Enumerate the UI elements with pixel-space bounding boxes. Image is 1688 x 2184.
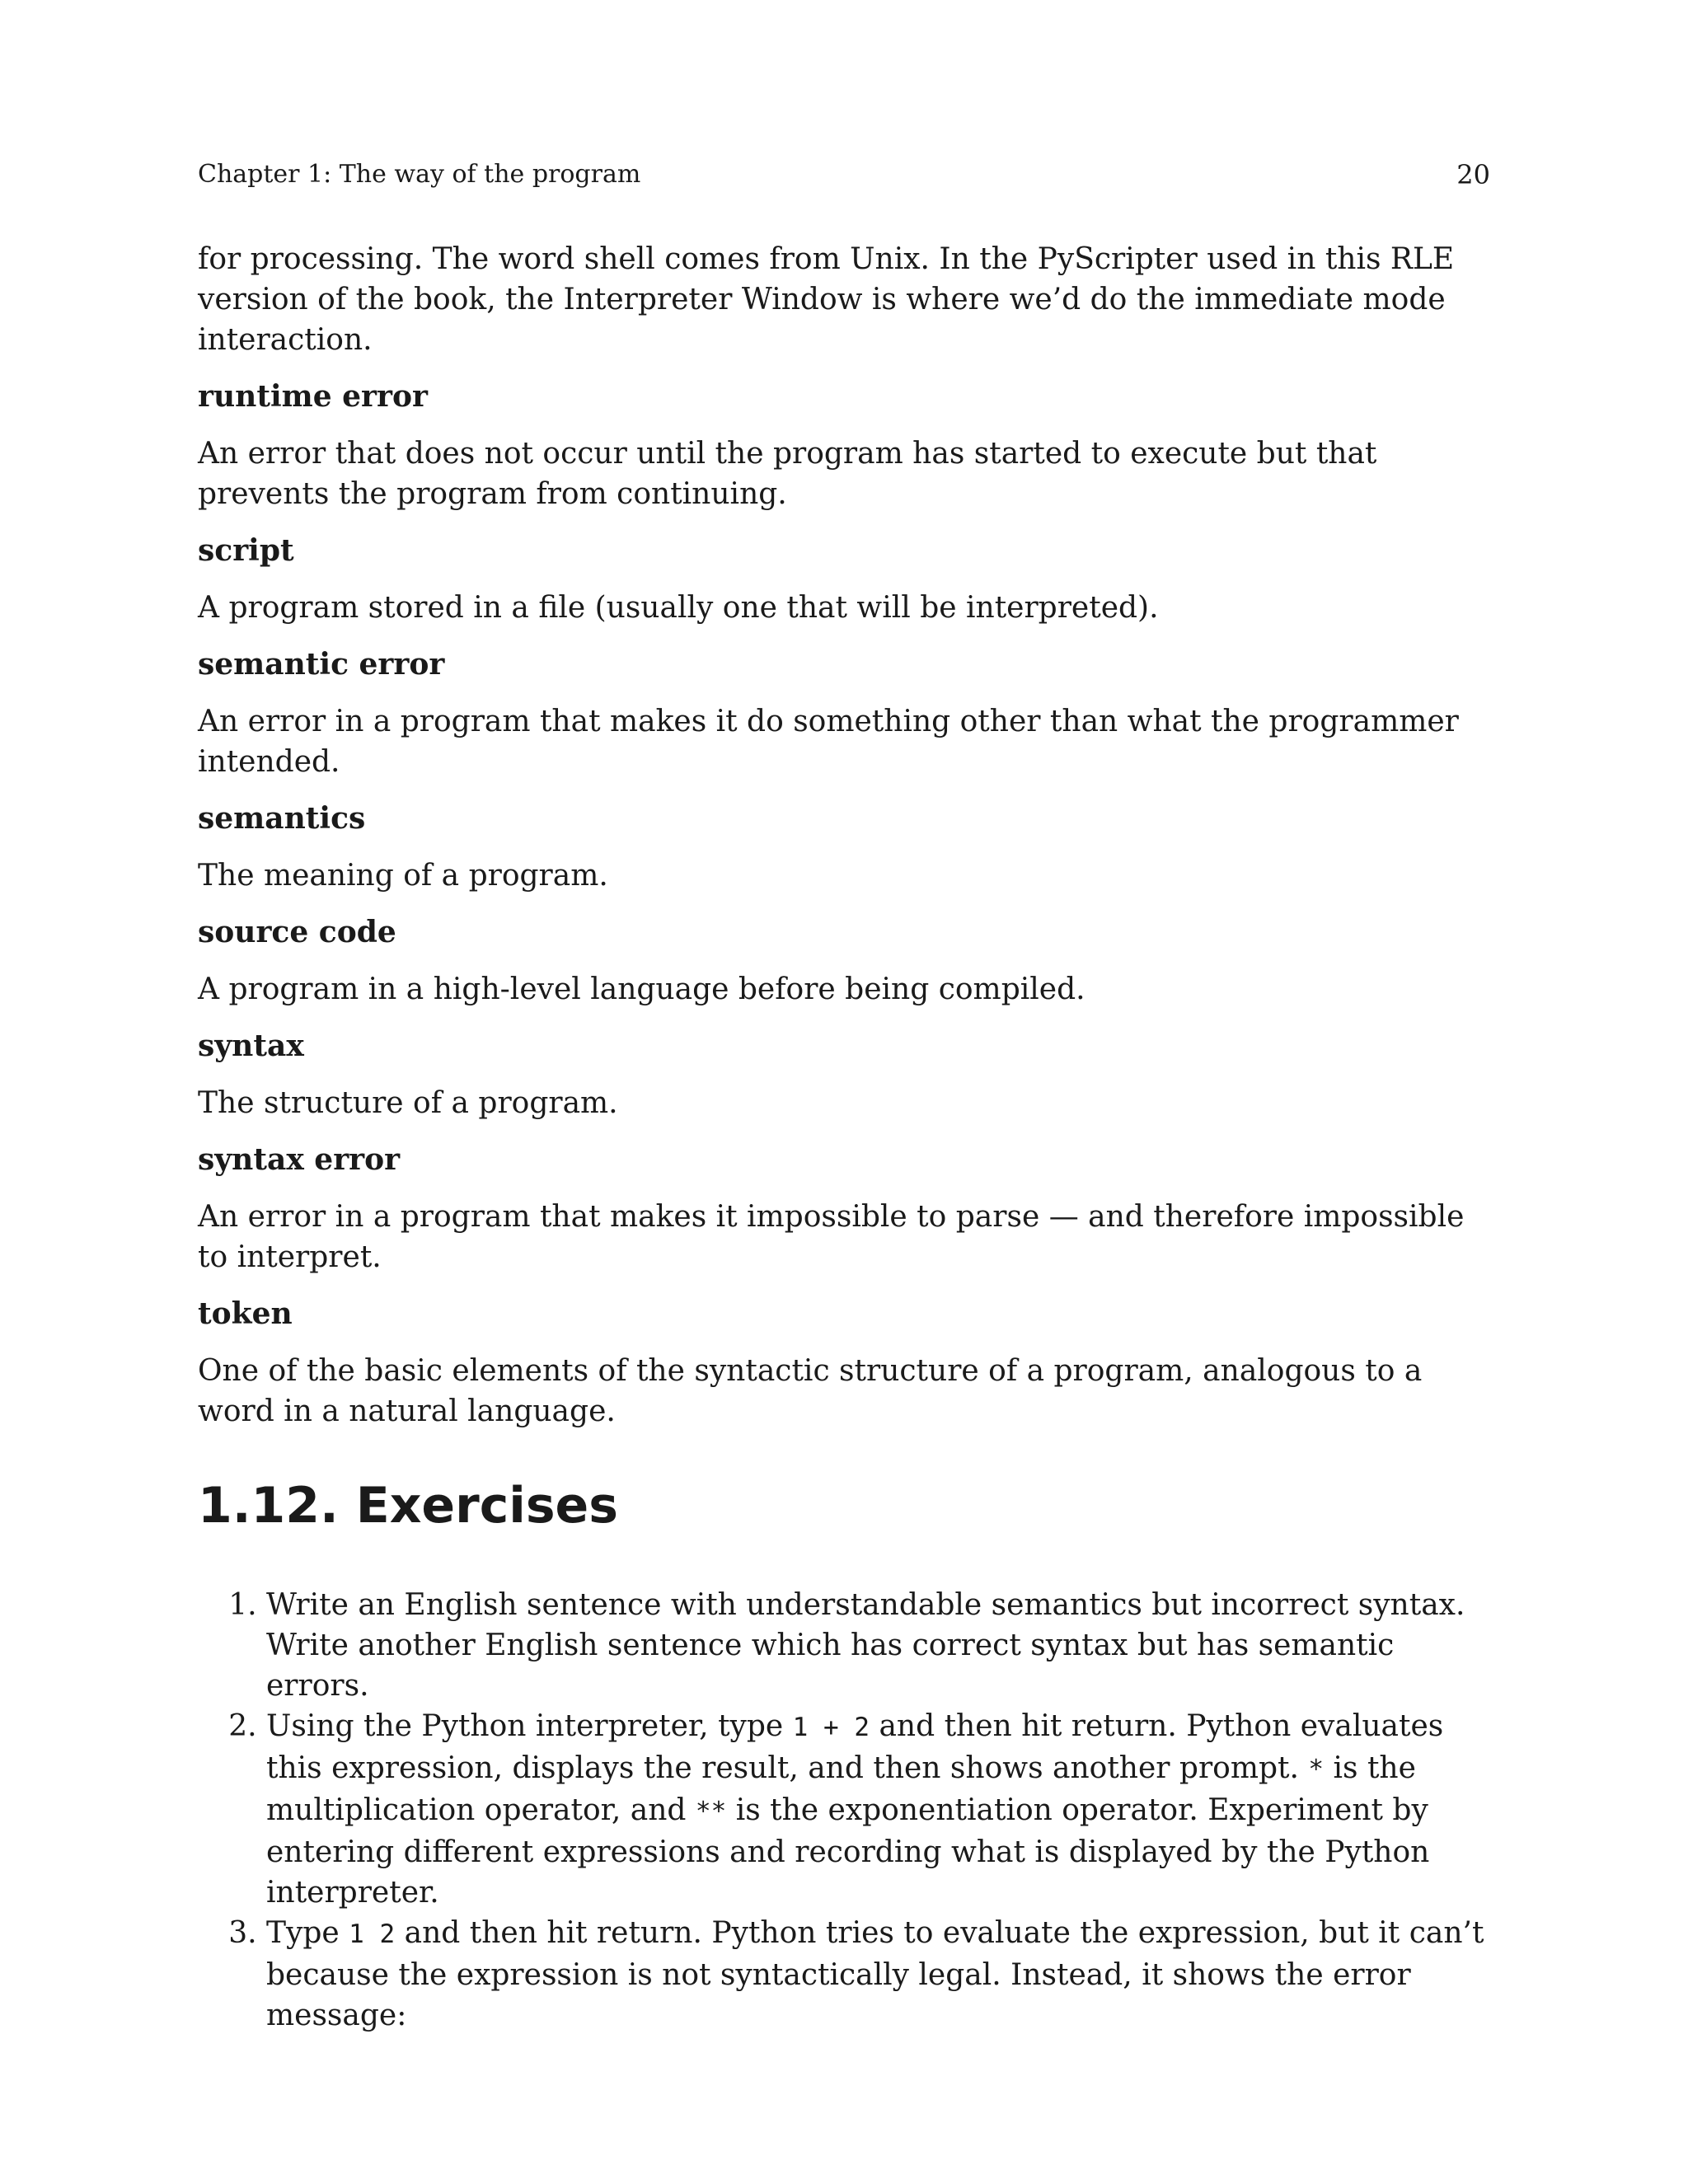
exercise-text: is the exponentiation operator. Experiment by entering different expressions and recording what is displayed by the Python interpreter. (266, 1793, 1430, 1910)
glossary-definition: The structure of a program. (198, 1086, 618, 1120)
inline-code: 1 2 (349, 1919, 396, 1949)
exercise-item-1 (266, 1585, 1490, 1706)
glossary-term: syntax (198, 1029, 304, 1063)
exercise-text: and then hit return. Python evaluates this expression, displays the result, and then shows another prompt. (266, 1709, 1444, 1785)
exercise-item-2 (266, 1706, 1490, 1913)
document-page (198, 0, 1490, 2184)
exercise-text: is the multiplication operator, and (266, 1751, 1416, 1827)
inline-code: ** (695, 1797, 727, 1826)
section-heading: 1.12. Exercises (198, 1477, 618, 1535)
glossary-term: script (198, 533, 294, 568)
glossary-term: semantics (198, 801, 366, 836)
glossary-definition: An error that does not occur until the program has started to execute but that prevents the program from continuing. (198, 437, 1377, 511)
glossary-term: token (198, 1296, 293, 1331)
glossary-definition: A program stored in a file (usually one that will be interpreted). (198, 591, 1159, 625)
intro-paragraph: for processing. The word shell comes from Unix. In the PyScripter used in this RLE version of the book, the Interpreter Window is where we’d do the immediate mode interaction. (198, 242, 1455, 357)
body-text (198, 239, 1490, 2036)
exercise-text: Write an English sentence with understandable semantics but incorrect syntax. Write another English sentence which has correct syntax but has semantic errors. (266, 1588, 1465, 1703)
glossary-definition: The meaning of a program. (198, 859, 608, 893)
exercise-item-3 (266, 1913, 1490, 2036)
running-header (198, 157, 1490, 193)
inline-code: * (1308, 1755, 1325, 1784)
glossary-term: syntax error (198, 1142, 401, 1177)
glossary-term: semantic error (198, 647, 445, 682)
glossary-definition: A program in a high-level language before being compiled. (198, 972, 1085, 1006)
glossary-definition: An error in a program that makes it impossible to parse — and therefore impossible to interpret. (198, 1200, 1465, 1274)
exercise-text: Using the Python interpreter, type (266, 1709, 793, 1743)
inline-code: 1 + 2 (792, 1713, 870, 1742)
glossary-term: runtime error (198, 379, 428, 414)
glossary-term: source code (198, 915, 396, 949)
chapter-title: Chapter 1: The way of the program (198, 160, 641, 189)
glossary-definition: An error in a program that makes it do something other than what the programmer intended. (198, 705, 1459, 779)
page-number: 20 (1456, 159, 1490, 190)
exercise-text: and then hit return. Python tries to evaluate the expression, but it can’t because the expression is not syntactically legal. Instead, it shows the error message: (266, 1916, 1484, 2032)
exercise-list (198, 1585, 1490, 2036)
glossary-definition: One of the basic elements of the syntactic structure of a program, analogous to a word in a natural language. (198, 1354, 1423, 1428)
exercise-text: Type (266, 1916, 349, 1950)
